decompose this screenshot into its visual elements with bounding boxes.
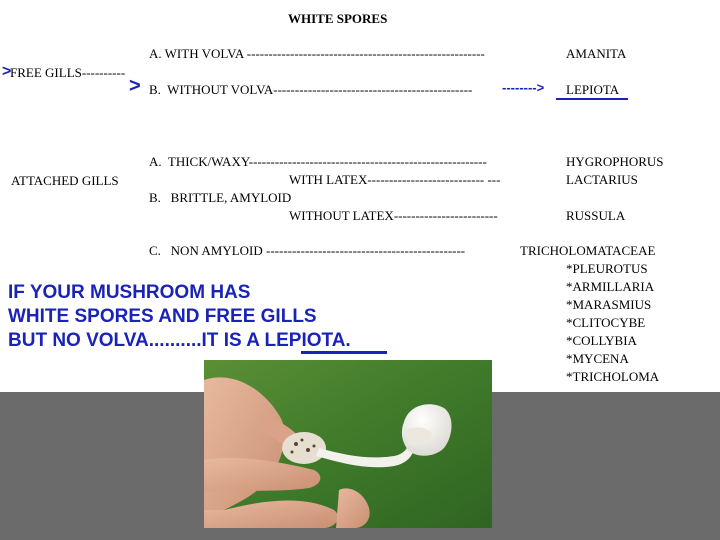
free-row-with-volva: A. WITH VOLVA -------------------------------------------------------	[149, 46, 485, 61]
member-marasmius: *MARASMIUS	[566, 297, 652, 312]
genus-hygrophorus: HYGROPHORUS	[566, 154, 664, 169]
member-pleurotus: *PLEUROTUS	[566, 261, 648, 276]
member-clitocybe: *CLITOCYBE	[566, 315, 646, 330]
attached-row-non-amyloid: C. NON AMYLOID ----------------------------------------------	[149, 243, 466, 258]
mushroom-in-hand-image	[204, 360, 492, 528]
genus-russula: RUSSULA	[566, 208, 626, 223]
page-title: WHITE SPORES	[288, 11, 388, 26]
member-mycena: *MYCENA	[566, 351, 629, 366]
genus-tricholomataceae: TRICHOLOMATACEAE	[520, 243, 656, 258]
message-line-3: BUT NO VOLVA..........IT IS A LEPIOTA.	[8, 330, 351, 351]
without-volva-arrow-icon: >	[129, 75, 141, 97]
genus-lepiota: LEPIOTA	[566, 82, 620, 97]
message-line-2: WHITE SPORES AND FREE GILLS	[8, 306, 317, 327]
conclusion-message	[8, 281, 351, 353]
member-collybia: *COLLYBIA	[566, 333, 637, 348]
message-line-1: IF YOUR MUSHROOM HAS	[8, 282, 251, 303]
free-gills-label: FREE GILLS----------	[10, 65, 126, 80]
attached-row-with-latex: WITH LATEX--------------------------- ---	[289, 172, 501, 187]
attached-row-thick-waxy: A. THICK/WAXY-------------------------------------------------------	[149, 154, 487, 169]
lepiota-message-underline	[301, 351, 387, 354]
attached-row-brittle-amyloid: B. BRITTLE, AMYLOID	[149, 190, 292, 205]
genus-amanita: AMANITA	[566, 46, 627, 61]
member-armillaria: *ARMILLARIA	[566, 279, 655, 294]
genus-lactarius: LACTARIUS	[566, 172, 638, 187]
lepiota-pointer-arrow-icon: -------->	[502, 80, 545, 95]
member-tricholoma: *TRICHOLOMA	[566, 369, 660, 384]
lepiota-underline	[556, 98, 628, 100]
attached-gills-label: ATTACHED GILLS	[11, 173, 119, 188]
attached-row-without-latex: WITHOUT LATEX------------------------	[289, 208, 498, 223]
free-row-without-volva: B. WITHOUT VOLVA----------------------------------------------	[149, 82, 473, 97]
free-gills-arrow-icon: >	[2, 63, 12, 80]
mushroom-photo	[204, 360, 492, 528]
